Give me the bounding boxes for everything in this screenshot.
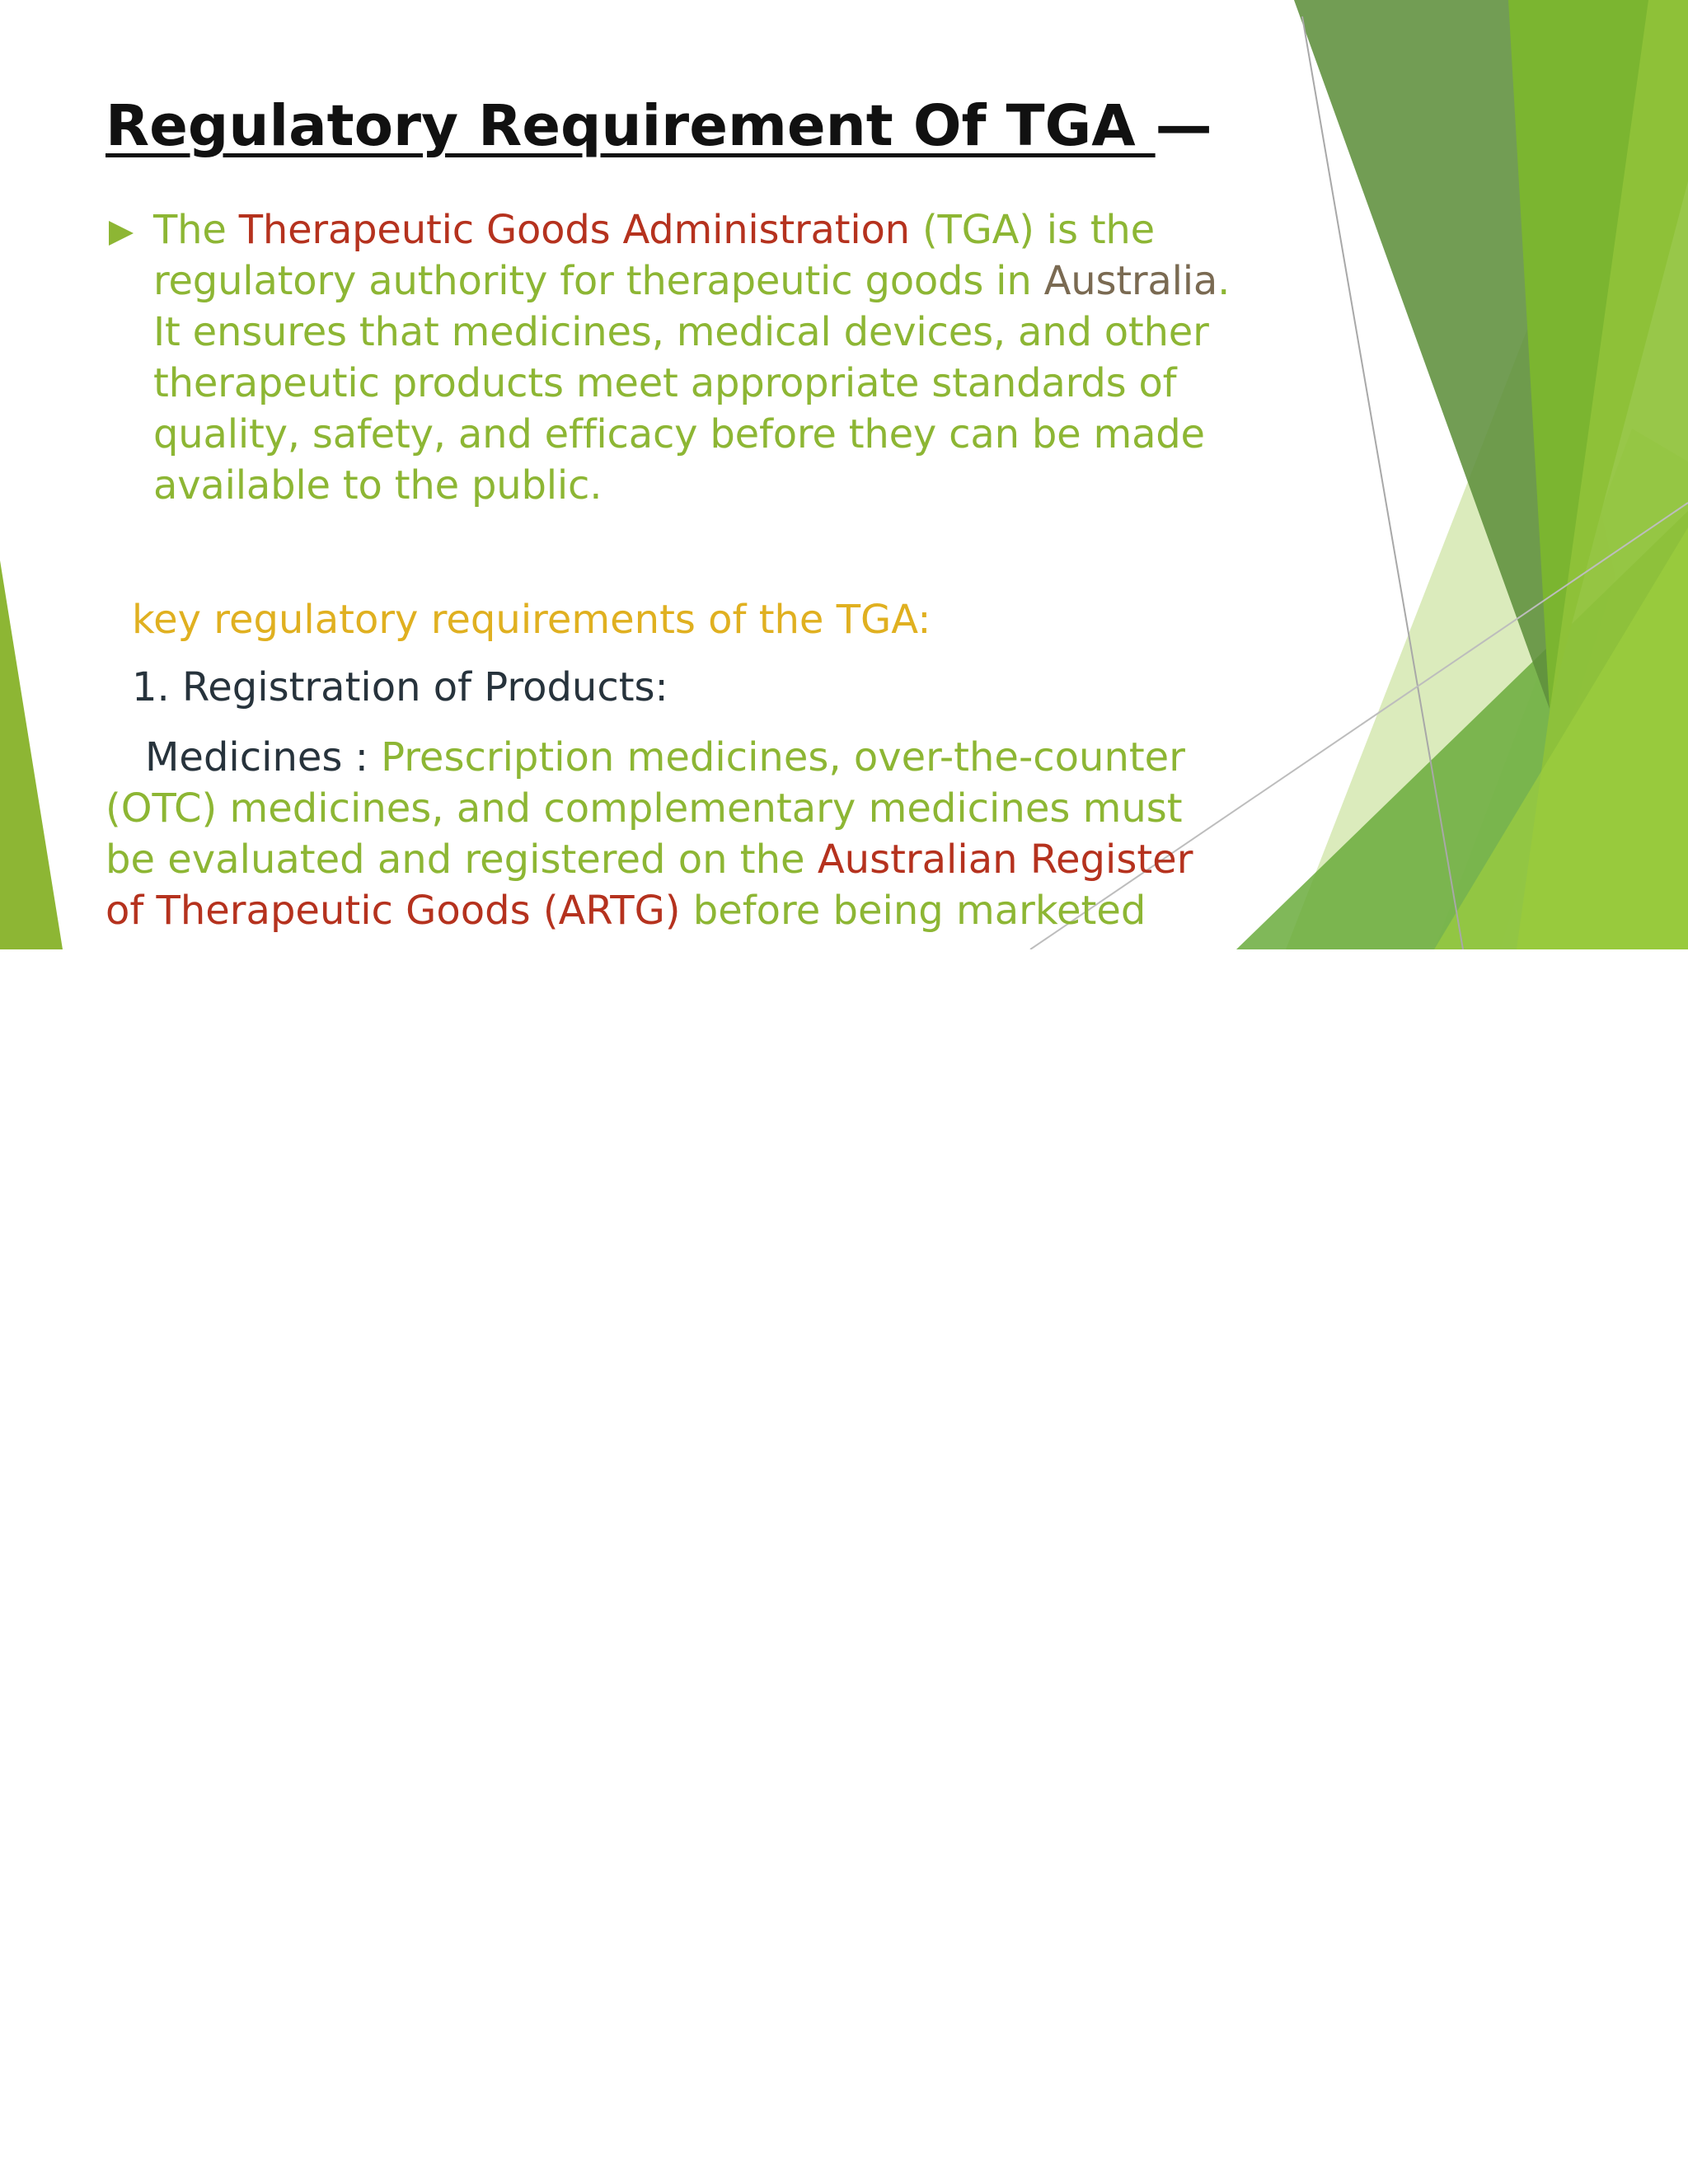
intro-text-1: The — [153, 207, 239, 253]
slide-title — [106, 92, 1212, 161]
agency-name: Therapeutic Goods Administration — [238, 207, 910, 253]
intro-paragraph — [153, 204, 1261, 511]
intro-text-2: (TGA) is the regulatory authority for therapeutic goods in — [153, 207, 1155, 304]
slide-title-text: Regulatory Requirement Of TGA — [106, 93, 1156, 159]
country-name: Australia — [1043, 258, 1218, 304]
medicines-label: Medicines : — [145, 734, 382, 780]
artg-name: Australian Register of Therapeutic Goods (ARTG) — [106, 837, 1193, 934]
intro-bullet — [107, 204, 1261, 511]
key-requirements-heading: key regulatory requirements of the TGA: — [132, 597, 931, 643]
slide — [0, 0, 1688, 949]
medicines-paragraph — [106, 732, 1226, 936]
intro-text-3: . It ensures that medicines, medical devices, and other therapeutic products meet appropriate standards of quality, safety, and efficacy before they can be made available to the public. — [153, 258, 1231, 509]
left-green-sliver — [0, 560, 63, 949]
triangle-right-icon — [107, 219, 135, 247]
medicines-text-2: before being marketed — [680, 888, 1146, 934]
slide-title-dash: — — [1155, 93, 1212, 159]
medicines-text-1: Prescription medicines, over-the-counter (OTC) medicines, and complementary medicines must be evaluated and registered on the — [106, 734, 1185, 883]
section-1-heading: 1. Registration of Products: — [132, 664, 668, 710]
